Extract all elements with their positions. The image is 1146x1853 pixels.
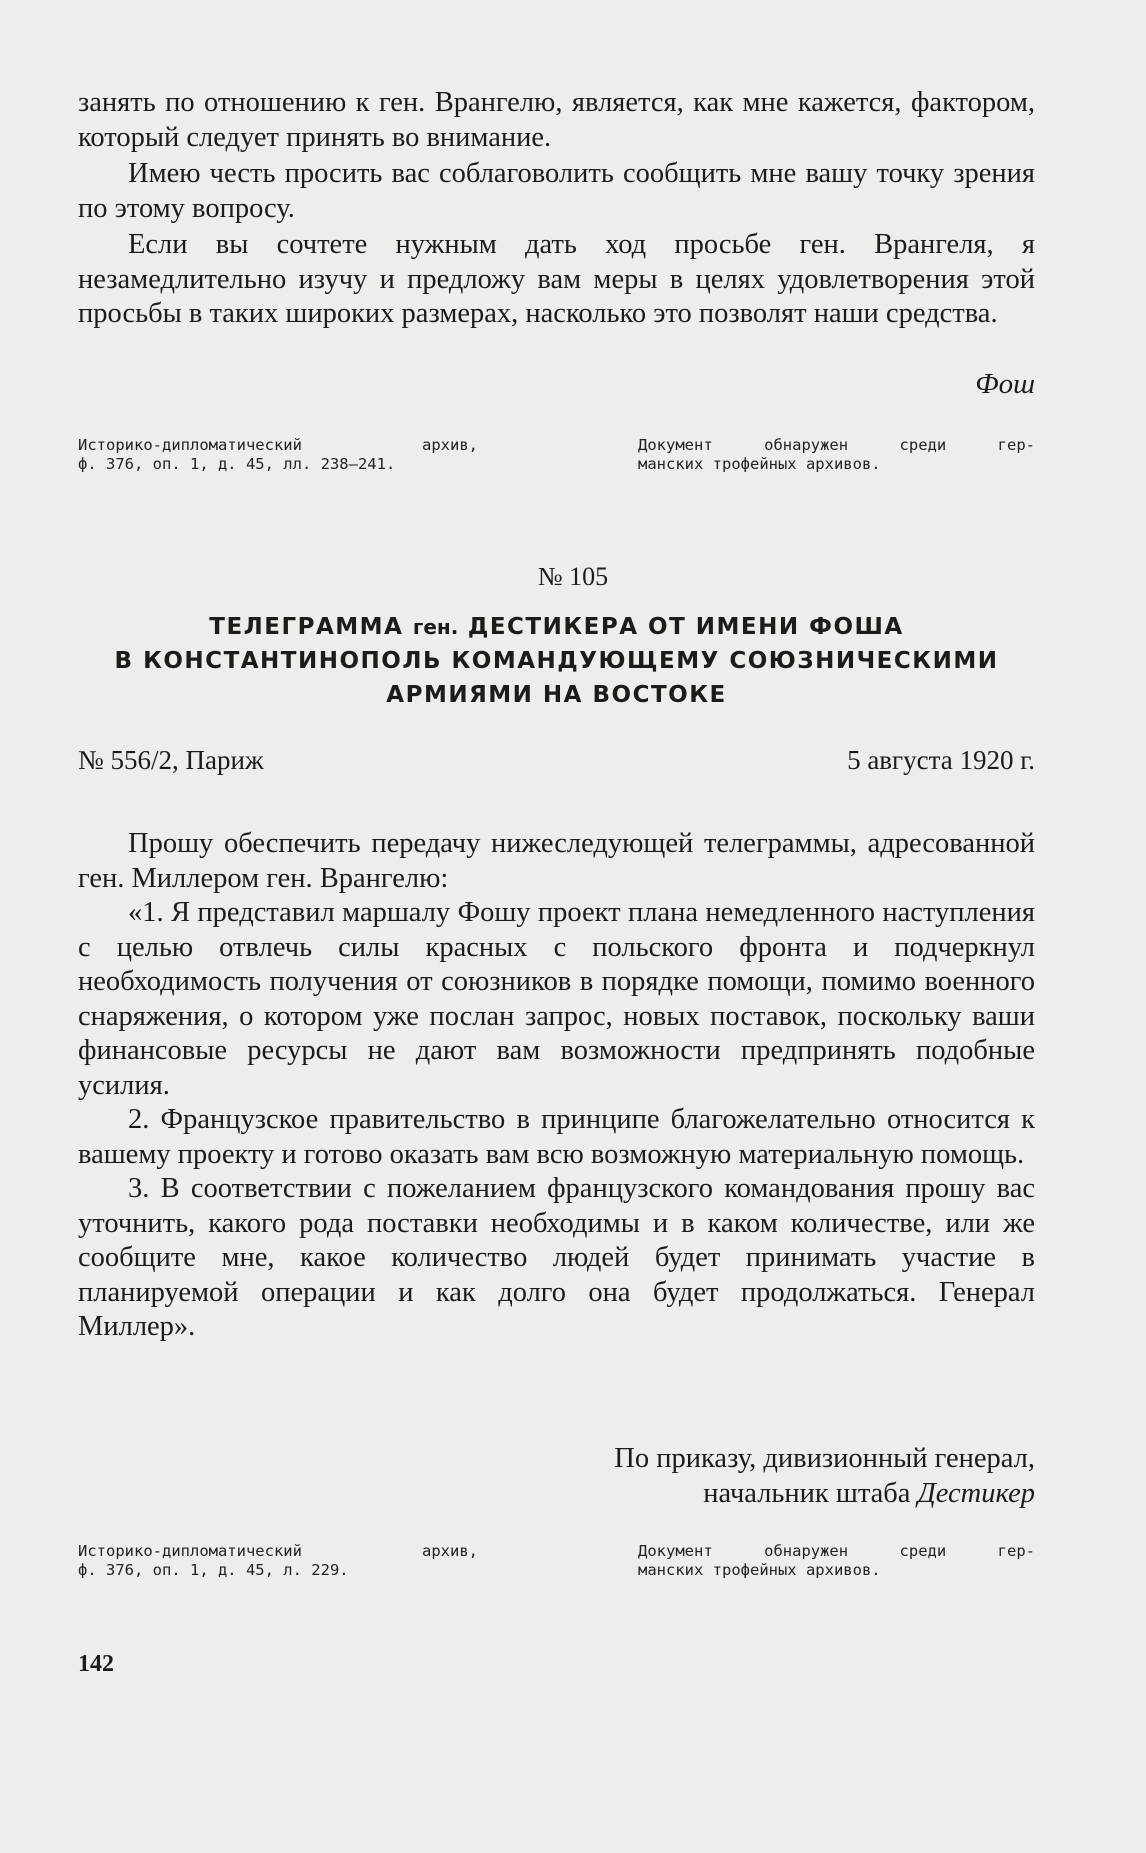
heading-line: ТЕЛЕГРАММА ген. ДЕСТИКЕРА ОТ ИМЕНИ ФОША <box>209 614 904 640</box>
paragraph: 2. Французское правительство в принципе благожелательно относится к вашему проекту и готово оказать вам всю возможную материальную помощь. <box>78 1104 1035 1170</box>
remark-line: Документ обнаружен среди гер- <box>638 436 1035 454</box>
paragraph: Имею честь просить вас соблаговолить сообщить мне вашу точку зрения по этому вопросу. <box>78 158 1035 224</box>
source-remark <box>638 1542 1035 1580</box>
order-signature <box>614 1441 1035 1511</box>
remark-line: манских трофейных архивов. <box>638 1561 881 1579</box>
signature-destiker: Дестикер <box>917 1478 1035 1509</box>
top-text-block <box>78 86 1035 332</box>
archive-line: ф. 376, оп. 1, д. 45, л. 229. <box>78 1561 349 1579</box>
order-line: По приказу, дивизионный генерал, <box>614 1443 1035 1474</box>
document-heading <box>78 610 1035 712</box>
order-line: начальник штаба Дестикер <box>703 1478 1035 1509</box>
source-remark <box>638 436 1035 474</box>
document-number: № 105 <box>537 562 609 591</box>
paragraph: Прошу обеспечить передачу нижеследующей телеграммы, адресованной ген. Миллером ген. Врангелю: <box>78 828 1035 894</box>
source-note-1 <box>78 436 1035 476</box>
dateline <box>78 745 1035 779</box>
telegram-number-place: № 556/2, Париж <box>78 745 264 775</box>
archive-reference <box>78 436 478 474</box>
heading-line: В КОНСТАНТИНОПОЛЬ КОМАНДУЮЩЕМУ СОЮЗНИЧЕСКИМИ <box>114 648 999 674</box>
archive-line: ф. 376, оп. 1, д. 45, лл. 238—241. <box>78 455 396 473</box>
paragraph: занять по отношению к ген. Врангелю, является, как мне кажется, фактором, который следует принять во внимание. <box>78 87 1035 153</box>
paragraph: Если вы сочтете нужным дать ход просьбе ген. Врангеля, я незамедлительно изучу и предложу вам меры в целях удовлетворения этой просьбы в таких широких размерах, насколько это позволят наши средства. <box>78 229 1035 329</box>
archive-line: Историко-дипломатический архив, <box>78 1542 478 1560</box>
archive-line: Историко-дипломатический архив, <box>78 436 478 454</box>
paragraph: «1. Я представил маршалу Фошу проект плана немедленного наступления с целью отвлечь силы красных с польского фронта и подчеркнул необходимость получения от союзников в порядке помощи, помимо военного снаряжения, о котором уже послан запрос, новых поставок, поскольку ваши финансовые ресурсы не дают вам возможности предпринять подобные усилия. <box>78 897 1035 1101</box>
telegram-date: 5 августа 1920 г. <box>847 745 1035 775</box>
page-number: 142 <box>78 1651 114 1677</box>
archive-reference <box>78 1542 478 1580</box>
remark-line: Документ обнаружен среди гер- <box>638 1542 1035 1560</box>
signature-fosh: Фош <box>975 368 1035 400</box>
heading-line: АРМИЯМИ НА ВОСТОКЕ <box>386 682 727 708</box>
paragraph: 3. В соответствии с пожеланием французского командования прошу вас уточнить, какого рода поставки необходимы и в каком количестве, или же сообщите мне, какое количество людей будет принимать участие в планируемой операции и как долго она будет продолжаться. Генерал Миллер». <box>78 1173 1035 1342</box>
telegram-body <box>78 827 1035 1345</box>
source-note-2 <box>78 1542 1035 1582</box>
remark-line: манских трофейных архивов. <box>638 455 881 473</box>
